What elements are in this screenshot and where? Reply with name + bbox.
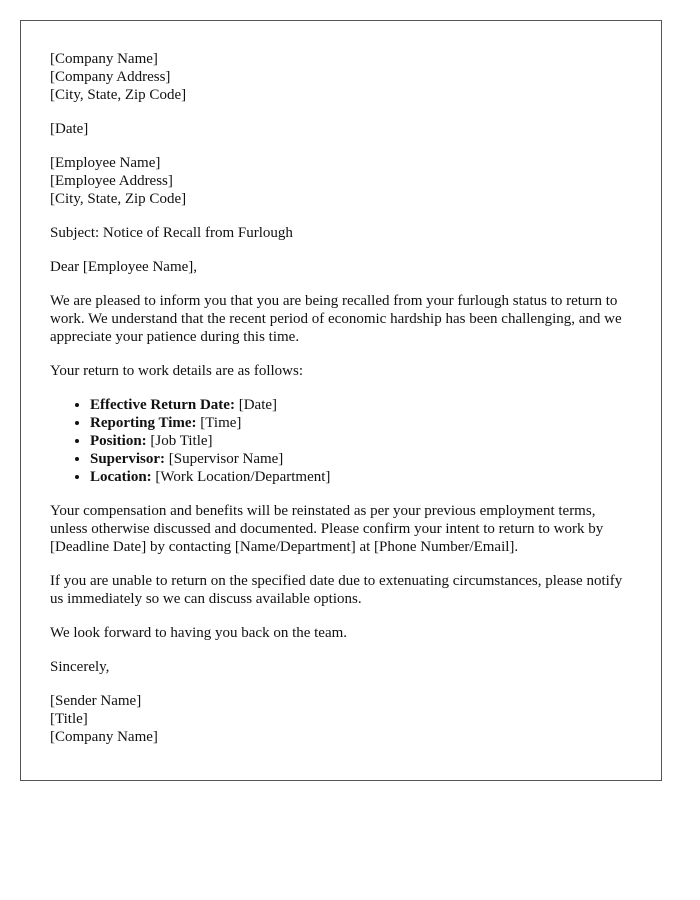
detail-label: Reporting Time: [90, 415, 197, 431]
letter-date: [Date] [50, 121, 89, 137]
detail-label: Supervisor: [90, 451, 165, 467]
sender-company-name: [Company Name] [50, 51, 158, 67]
detail-label: Position: [90, 433, 147, 449]
recipient-address: [Employee Address] [50, 173, 173, 189]
closing-paragraph: We look forward to having you back on the team. [50, 625, 348, 641]
detail-value: [Work Location/Department] [151, 469, 331, 485]
detail-item-position [90, 432, 633, 450]
intro-paragraph: We are pleased to inform you that you are being recalled from your furlough status to return to work. We understand that the recent period of economic hardship has been challenging, and we appreciate your patience during this time. [50, 293, 622, 345]
return-details-list [50, 396, 633, 486]
detail-item-return-date [90, 396, 633, 414]
detail-value: [Date] [234, 397, 278, 413]
sender-company-address: [Company Address] [50, 69, 171, 85]
detail-label: Location: [90, 469, 152, 485]
letter-page [20, 20, 662, 781]
detail-value: [Supervisor Name] [165, 451, 284, 467]
recipient-city-state-zip: [City, State, Zip Code] [50, 191, 187, 207]
detail-item-reporting-time [90, 414, 633, 432]
compensation-paragraph: Your compensation and benefits will be reinstated as per your previous employment terms, unless otherwise discussed and documented. Please confirm your intent to return to work by [Deadline Date] by contacting [Name/Department] at [Phone Number/Email]. [50, 503, 604, 555]
signature-block [50, 692, 633, 746]
detail-item-location [90, 468, 633, 486]
recipient-address-block [50, 154, 633, 208]
subject-line: Subject: Notice of Recall from Furlough [50, 225, 293, 241]
sender-city-state-zip: [City, State, Zip Code] [50, 87, 187, 103]
details-intro: Your return to work details are as follows: [50, 363, 304, 379]
sign-off: Sincerely, [50, 659, 110, 675]
signature-title: [Title] [50, 711, 88, 727]
detail-item-supervisor [90, 450, 633, 468]
signature-company-name: [Company Name] [50, 729, 158, 745]
signature-sender-name: [Sender Name] [50, 693, 142, 709]
detail-value: [Job Title] [146, 433, 213, 449]
salutation: Dear [Employee Name], [50, 259, 198, 275]
sender-address-block [50, 50, 633, 104]
unable-to-return-paragraph: If you are unable to return on the specified date due to extenuating circumstances, please notify us immediately so we can discuss available options. [50, 573, 623, 607]
detail-label: Effective Return Date: [90, 397, 235, 413]
recipient-name: [Employee Name] [50, 155, 161, 171]
detail-value: [Time] [196, 415, 242, 431]
